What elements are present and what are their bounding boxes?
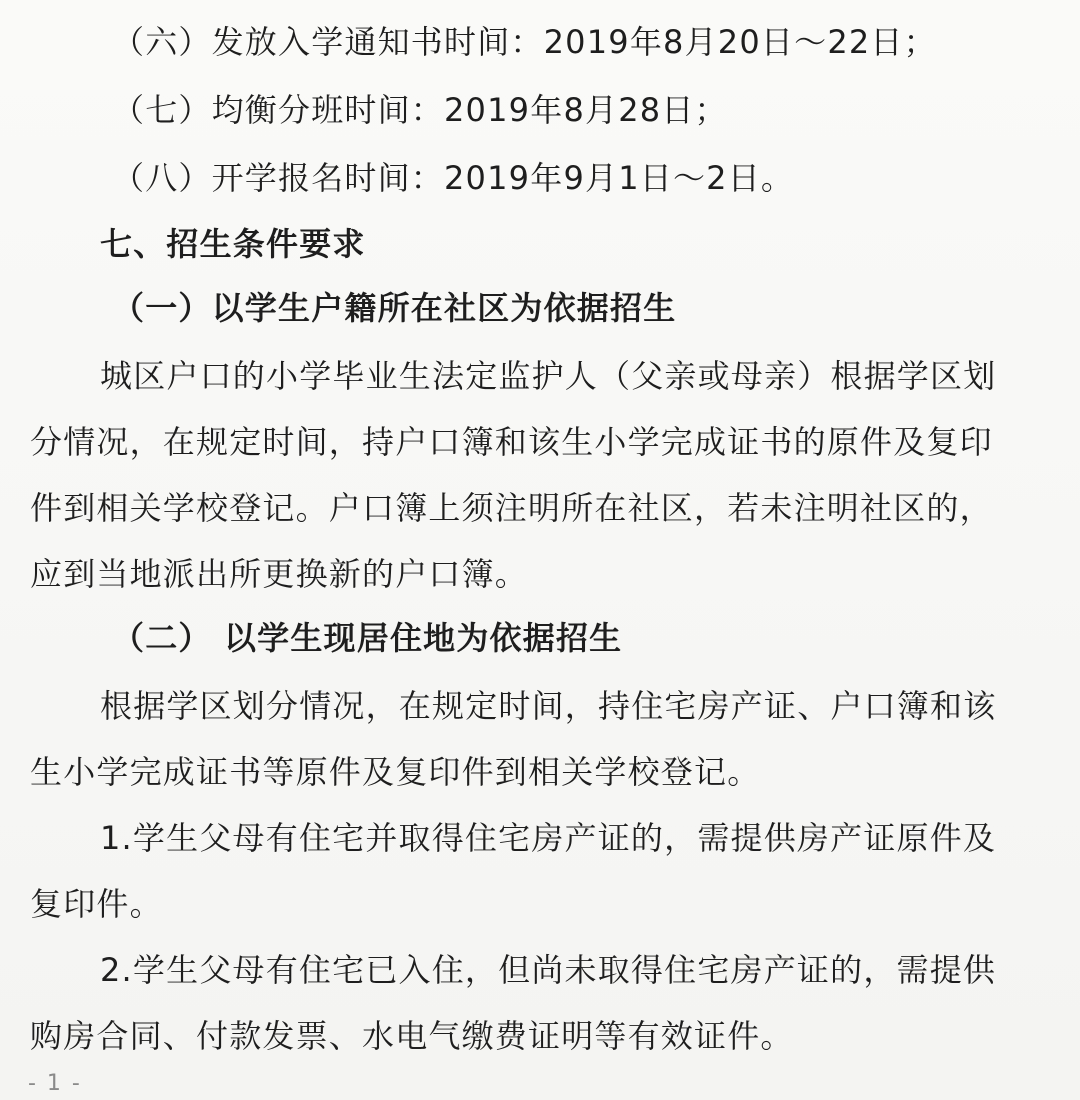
page-number: - 1 - [28,1071,82,1096]
paragraph-1-line-1: 城区户口的小学毕业生法定监护人（父亲或母亲）根据学区划 [100,357,997,395]
requirement-2-line-1: 2.学生父母有住宅已入住，但尚未取得住宅房产证的，需提供 [100,951,997,989]
requirement-1-line-2: 复印件。 [30,885,163,923]
requirement-1-line-1: 1.学生父母有住宅并取得住宅房产证的，需提供房产证原件及 [100,819,997,857]
paragraph-1-line-2: 分情况，在规定时间，持户口簿和该生小学完成证书的原件及复印 [30,423,993,461]
subsection-heading-2: （二） 以学生现居住地为依据招生 [112,619,623,657]
schedule-item-6: （六）发放入学通知书时间：2019年8月20日～22日； [112,23,937,61]
subsection-heading-1: （一）以学生户籍所在社区为依据招生 [112,289,677,327]
section-heading-7: 七、招生条件要求 [100,225,366,263]
paragraph-2-line-1: 根据学区划分情况，在规定时间，持住宅房产证、户口簿和该 [100,687,997,725]
schedule-item-7: （七）均衡分班时间：2019年8月28日； [112,91,728,129]
paragraph-1-line-4: 应到当地派出所更换新的户口簿。 [30,555,529,593]
paragraph-2-line-2: 生小学完成证书等原件及复印件到相关学校登记。 [30,753,761,791]
schedule-item-8: （八）开学报名时间：2019年9月1日～2日。 [112,159,795,197]
requirement-2-line-2: 购房合同、付款发票、水电气缴费证明等有效证件。 [30,1017,794,1055]
paragraph-1-line-3: 件到相关学校登记。户口簿上须注明所在社区，若未注明社区的， [30,489,993,527]
